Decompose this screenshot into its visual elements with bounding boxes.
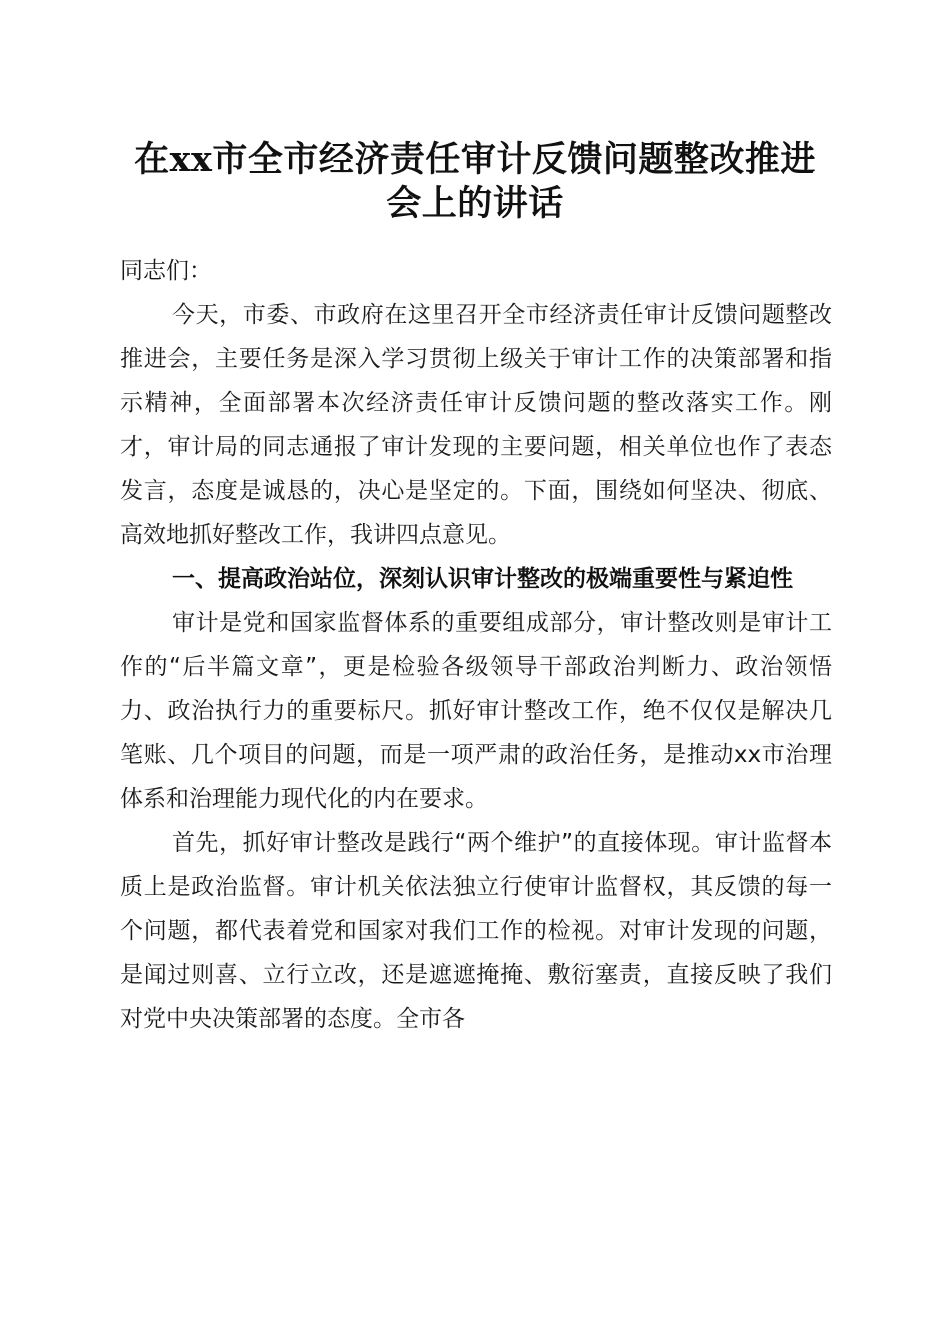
paragraph-section-1: 审计是党和国家监督体系的重要组成部分，审计整改则是审计工作的“后半篇文章”，更是检验各级领导干部政治判断力、政治领悟力、政治执行力的重要标尺。抓好审计整改工作，绝不仅仅是解决几笔账、几个项目的问题，而是一项严肃的政治任务，是推动xx市治理体系和治理能力现代化的内在要求。 bbox=[120, 610, 832, 812]
salutation: 同志们： bbox=[120, 258, 212, 284]
paragraph-section-1-first-point: 首先，抓好审计整改是践行“两个维护”的直接体现。审计监督本质上是政治监督。审计机关依法独立行使审计监督权，其反馈的每一个问题，都代表着党和国家对我们工作的检视。对审计发现的问题，是闻过则喜、立行立改，还是遮遮掩掩、敷衍塞责，直接反映了我们对党中央决策部署的态度。全市各 bbox=[120, 830, 832, 1032]
section-heading-1: 一、提高政治站位，深刻认识审计整改的极端重要性与紧迫性 bbox=[172, 566, 793, 592]
paragraph-intro: 今天，市委、市政府在这里召开全市经济责任审计反馈问题整改推进会，主要任务是深入学习贯彻上级关于审计工作的决策部署和指示精神，全面部署本次经济责任审计反馈问题的整改落实工作。刚才，审计局的同志通报了审计发现的主要问题，相关单位也作了表态发言，态度是诚恳的，决心是坚定的。下面，围绕如何坚决、彻底、高效地抓好整改工作，我讲四点意见。 bbox=[120, 302, 832, 548]
document-title-line-1: 在xx市全市经济责任审计反馈问题整改推进 bbox=[134, 139, 816, 180]
document-title-line-2: 会上的讲话 bbox=[386, 183, 564, 224]
document-body bbox=[120, 249, 832, 1041]
